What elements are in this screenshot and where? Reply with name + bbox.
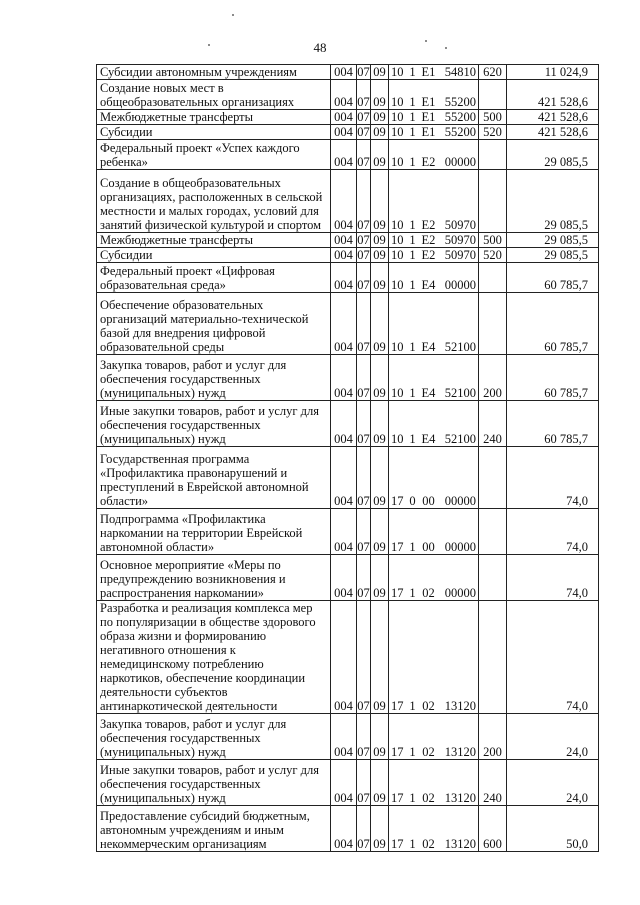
row-name: Федеральный проект «Цифровая образовательная среда» xyxy=(97,263,331,293)
row-name: Субсидии xyxy=(97,248,331,263)
amount: 421 528,6 xyxy=(507,80,599,110)
subsection-code: 09 xyxy=(371,125,389,140)
amount: 60 785,7 xyxy=(507,293,599,355)
direction-code: 50970 xyxy=(439,248,479,263)
section-code: 07 xyxy=(357,65,370,79)
expense-type-code: 600 xyxy=(479,806,507,852)
subsection-code: 09 xyxy=(371,110,389,125)
subprogram-code: 1 xyxy=(407,233,419,248)
program-code: 10 xyxy=(389,110,407,125)
ministry-code: 004 xyxy=(331,170,357,233)
ministry-code: 004 xyxy=(331,248,357,263)
subprogram-code: 1 xyxy=(407,170,419,233)
subprogram-code: 1 xyxy=(407,248,419,263)
expense-type-code xyxy=(479,601,507,714)
direction-code: 50970 xyxy=(439,170,479,233)
subsection-code: 09 xyxy=(371,760,389,806)
event-code: E2 xyxy=(419,233,439,248)
amount: 60 785,7 xyxy=(507,263,599,293)
event-code: E4 xyxy=(419,293,439,355)
section-code: 07 xyxy=(357,140,371,170)
subsection-code: 09 xyxy=(371,170,389,233)
table-row xyxy=(97,555,599,601)
ministry-code: 004 xyxy=(331,140,357,170)
expense-type-code: 500 xyxy=(479,110,507,125)
subsection-code: 09 xyxy=(371,140,389,170)
subsection-code: 09 xyxy=(371,355,389,401)
subsection-code: 09 xyxy=(371,80,389,110)
amount: 29 085,5 xyxy=(507,170,599,233)
event-code: 00 xyxy=(419,509,439,555)
subprogram-code: 1 xyxy=(407,110,419,125)
expense-type-code: 620 xyxy=(479,65,507,80)
event-code: E4 xyxy=(419,401,439,447)
expense-type-code: 240 xyxy=(479,401,507,447)
expense-type-code: 200 xyxy=(479,714,507,760)
subprogram-code: 1 xyxy=(407,714,419,760)
event-code: 02 xyxy=(419,806,439,852)
table-row xyxy=(97,170,599,233)
ministry-code: 004 xyxy=(331,125,357,140)
expense-type-code xyxy=(479,509,507,555)
expense-type-code: 520 xyxy=(479,248,507,263)
table-row xyxy=(97,263,599,293)
scan-speck xyxy=(232,14,234,16)
subsection-code: 09 xyxy=(371,293,389,355)
amount: 74,0 xyxy=(507,555,599,601)
amount: 60 785,7 xyxy=(507,355,599,401)
subprogram-code: 0 xyxy=(407,447,419,509)
program-code: 10 xyxy=(389,401,407,447)
ministry-code: 004 xyxy=(331,447,357,509)
direction-code: 00000 xyxy=(439,140,479,170)
subsection-code: 09 xyxy=(371,263,389,293)
subprogram-code: 1 xyxy=(407,806,419,852)
row-name: Обеспечение образовательных организаций материально-технической базой для внедрения цифровой образовательной среды xyxy=(97,293,331,355)
amount: 29 085,5 xyxy=(507,233,599,248)
direction-code: 54810 xyxy=(439,65,479,80)
ministry-code: 004 xyxy=(331,233,357,248)
table-row xyxy=(97,760,599,806)
event-code: E2 xyxy=(419,140,439,170)
subsection-code: 09 xyxy=(371,248,389,263)
budget-table xyxy=(96,64,599,852)
program-code: 17 xyxy=(389,447,407,509)
program-code: 10 xyxy=(389,80,407,110)
subprogram-code: 1 xyxy=(407,509,419,555)
event-code: E1 xyxy=(419,125,439,140)
direction-code: 00000 xyxy=(439,509,479,555)
expense-type-code xyxy=(479,293,507,355)
section-code: 07 xyxy=(357,447,371,509)
amount: 60 785,7 xyxy=(507,401,599,447)
ministry-code: 004 xyxy=(331,401,357,447)
program-code: 10 xyxy=(389,140,407,170)
direction-code: 13120 xyxy=(439,714,479,760)
expense-type-code: 200 xyxy=(479,355,507,401)
event-code: E1 xyxy=(419,80,439,110)
event-code: E2 xyxy=(419,170,439,233)
row-name: Субсидии автономным учреждениям xyxy=(97,65,331,80)
amount: 29 085,5 xyxy=(507,248,599,263)
subsection-code: 09 xyxy=(371,806,389,852)
event-code: E2 xyxy=(419,248,439,263)
ministry-code: 004 xyxy=(331,65,357,80)
expense-type-code xyxy=(479,170,507,233)
event-code: E4 xyxy=(419,355,439,401)
section-code: 07 xyxy=(357,170,371,233)
direction-code: 55200 xyxy=(439,80,479,110)
table-body xyxy=(97,65,599,852)
subprogram-code: 1 xyxy=(407,125,419,140)
section-code: 07 xyxy=(357,110,370,124)
direction-code: 13120 xyxy=(439,601,479,714)
amount: 50,0 xyxy=(507,806,599,852)
section-code: 07 xyxy=(357,263,371,293)
table-row xyxy=(97,110,599,125)
table-row xyxy=(97,447,599,509)
ministry-code: 004 xyxy=(331,355,357,401)
section-code: 07 xyxy=(357,555,371,601)
direction-code: 50970 xyxy=(439,233,479,248)
row-name: Создание в общеобразовательных организациях, расположенных в сельской местности и малых городах, условий для занятий физической культурой и спортом xyxy=(97,170,331,233)
event-code: 02 xyxy=(419,760,439,806)
subprogram-code: 1 xyxy=(407,601,419,714)
subprogram-code: 1 xyxy=(407,355,419,401)
event-code: 00 xyxy=(419,447,439,509)
expense-type-code xyxy=(479,80,507,110)
row-name: Субсидии xyxy=(97,125,331,140)
program-code: 17 xyxy=(389,806,407,852)
ministry-code: 004 xyxy=(331,601,357,714)
direction-code: 55200 xyxy=(439,125,479,140)
subsection-code: 09 xyxy=(371,555,389,601)
section-code: 07 xyxy=(357,760,371,806)
ministry-code: 004 xyxy=(331,110,357,125)
program-code: 17 xyxy=(389,601,407,714)
row-name: Иные закупки товаров, работ и услуг для обеспечения государственных (муниципальных) нужд xyxy=(97,760,331,806)
amount: 421 528,6 xyxy=(507,110,599,125)
subsection-code: 09 xyxy=(371,233,389,248)
subsection-code: 09 xyxy=(371,401,389,447)
program-code: 17 xyxy=(389,714,407,760)
expense-type-code: 520 xyxy=(479,125,507,140)
section-code: 07 xyxy=(357,601,371,714)
subprogram-code: 1 xyxy=(407,80,419,110)
amount: 74,0 xyxy=(507,509,599,555)
program-code: 17 xyxy=(389,509,407,555)
event-code: 02 xyxy=(419,714,439,760)
subprogram-code: 1 xyxy=(407,263,419,293)
subsection-code: 09 xyxy=(371,601,389,714)
table-row xyxy=(97,806,599,852)
program-code: 10 xyxy=(389,248,407,263)
section-code: 07 xyxy=(357,233,370,247)
scan-speck xyxy=(208,44,210,46)
table-row xyxy=(97,233,599,248)
row-name: Подпрограмма «Профилактика наркомании на территории Еврейской автономной области» xyxy=(97,509,331,555)
direction-code: 52100 xyxy=(439,355,479,401)
expense-type-code xyxy=(479,555,507,601)
scan-speck xyxy=(425,40,427,42)
subsection-code: 09 xyxy=(371,65,389,80)
table-row xyxy=(97,248,599,263)
expense-type-code: 500 xyxy=(479,233,507,248)
ministry-code: 004 xyxy=(331,555,357,601)
table-row xyxy=(97,714,599,760)
direction-code: 55200 xyxy=(439,110,479,125)
subprogram-code: 1 xyxy=(407,555,419,601)
program-code: 10 xyxy=(389,293,407,355)
subprogram-code: 1 xyxy=(407,65,419,80)
subprogram-code: 1 xyxy=(407,401,419,447)
program-code: 10 xyxy=(389,170,407,233)
table-row xyxy=(97,125,599,140)
event-code: 02 xyxy=(419,601,439,714)
amount: 11 024,9 xyxy=(507,65,599,80)
row-name: Межбюджетные трансферты xyxy=(97,110,331,125)
subprogram-code: 1 xyxy=(407,760,419,806)
row-name: Создание новых мест в общеобразовательных организациях xyxy=(97,80,331,110)
table-row xyxy=(97,293,599,355)
row-name: Межбюджетные трансферты xyxy=(97,233,331,248)
table-row xyxy=(97,509,599,555)
scan-speck xyxy=(445,47,447,49)
section-code: 07 xyxy=(357,355,371,401)
expense-type-code xyxy=(479,263,507,293)
row-name: Разработка и реализация комплекса мер по популяризации в обществе здорового образа жизни и формированию негативного отношения к немедицинскому потреблению наркотиков, обеспечение координации деятельности субъектов антинаркотической деятельности xyxy=(97,601,331,714)
section-code: 07 xyxy=(357,293,371,355)
section-code: 07 xyxy=(357,248,370,262)
amount: 74,0 xyxy=(507,447,599,509)
row-name: Предоставление субсидий бюджетным, автономным учреждениям и иным некоммерческим организациям xyxy=(97,806,331,852)
section-code: 07 xyxy=(357,401,371,447)
subsection-code: 09 xyxy=(371,714,389,760)
program-code: 17 xyxy=(389,760,407,806)
amount: 421 528,6 xyxy=(507,125,599,140)
ministry-code: 004 xyxy=(331,80,357,110)
table-row xyxy=(97,601,599,714)
ministry-code: 004 xyxy=(331,760,357,806)
ministry-code: 004 xyxy=(331,509,357,555)
table-row xyxy=(97,65,599,80)
row-name: Иные закупки товаров, работ и услуг для обеспечения государственных (муниципальных) нужд xyxy=(97,401,331,447)
ministry-code: 004 xyxy=(331,263,357,293)
expense-type-code xyxy=(479,140,507,170)
direction-code: 13120 xyxy=(439,806,479,852)
ministry-code: 004 xyxy=(331,293,357,355)
section-code: 07 xyxy=(357,509,371,555)
table-row xyxy=(97,80,599,110)
section-code: 07 xyxy=(357,714,371,760)
event-code: E1 xyxy=(419,110,439,125)
section-code: 07 xyxy=(357,806,371,852)
program-code: 10 xyxy=(389,263,407,293)
direction-code: 00000 xyxy=(439,555,479,601)
event-code: E1 xyxy=(419,65,439,80)
amount: 29 085,5 xyxy=(507,140,599,170)
amount: 74,0 xyxy=(507,601,599,714)
page-number: 48 xyxy=(313,40,327,55)
program-code: 10 xyxy=(389,233,407,248)
row-name: Государственная программа «Профилактика правонарушений и преступлений в Еврейской автономной области» xyxy=(97,447,331,509)
row-name: Федеральный проект «Успех каждого ребенка» xyxy=(97,140,331,170)
subprogram-code: 1 xyxy=(407,293,419,355)
amount: 24,0 xyxy=(507,760,599,806)
direction-code: 00000 xyxy=(439,447,479,509)
direction-code: 52100 xyxy=(439,293,479,355)
section-code: 07 xyxy=(357,125,370,139)
section-code: 07 xyxy=(357,80,371,110)
program-code: 17 xyxy=(389,555,407,601)
row-name: Закупка товаров, работ и услуг для обеспечения государственных (муниципальных) нужд xyxy=(97,355,331,401)
row-name: Основное мероприятие «Меры по предупреждению возникновения и распространения наркомании» xyxy=(97,555,331,601)
direction-code: 52100 xyxy=(439,401,479,447)
event-code: E4 xyxy=(419,263,439,293)
table-row xyxy=(97,140,599,170)
program-code: 10 xyxy=(389,65,407,80)
expense-type-code: 240 xyxy=(479,760,507,806)
subsection-code: 09 xyxy=(371,447,389,509)
expense-type-code xyxy=(479,447,507,509)
subprogram-code: 1 xyxy=(407,140,419,170)
subsection-code: 09 xyxy=(371,509,389,555)
direction-code: 13120 xyxy=(439,760,479,806)
table-row xyxy=(97,401,599,447)
amount: 24,0 xyxy=(507,714,599,760)
ministry-code: 004 xyxy=(331,806,357,852)
event-code: 02 xyxy=(419,555,439,601)
program-code: 10 xyxy=(389,125,407,140)
ministry-code: 004 xyxy=(331,714,357,760)
direction-code: 00000 xyxy=(439,263,479,293)
row-name: Закупка товаров, работ и услуг для обеспечения государственных (муниципальных) нужд xyxy=(97,714,331,760)
program-code: 10 xyxy=(389,355,407,401)
table-row xyxy=(97,355,599,401)
